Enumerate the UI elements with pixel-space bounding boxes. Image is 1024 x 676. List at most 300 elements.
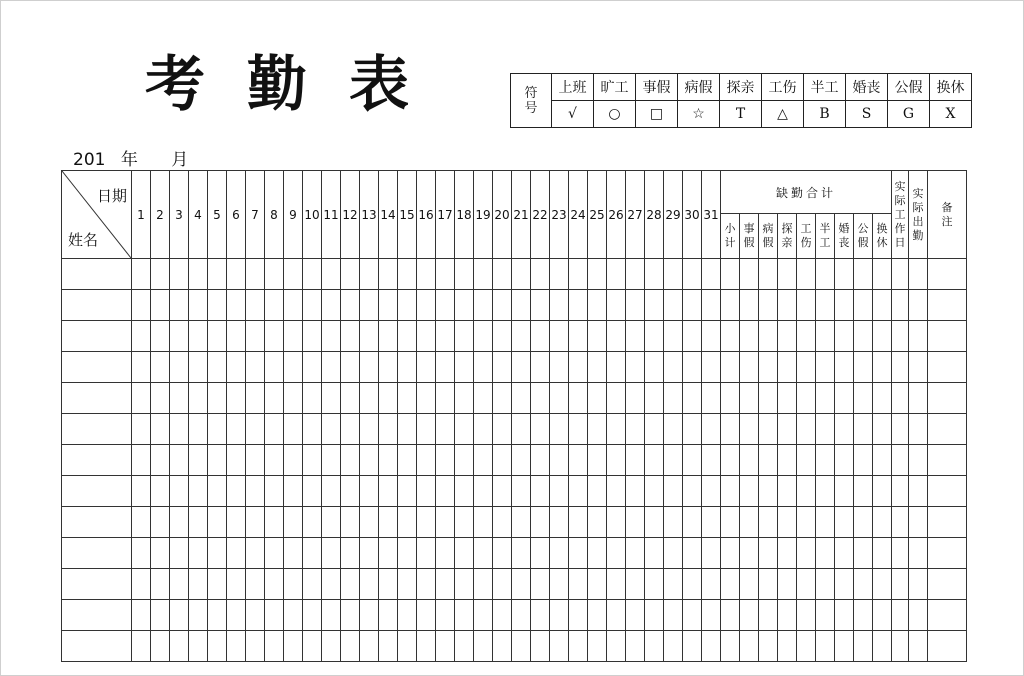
- attendance-cell[interactable]: [341, 445, 360, 476]
- attendance-cell[interactable]: [683, 259, 702, 290]
- attendance-cell[interactable]: [550, 538, 569, 569]
- attendance-cell[interactable]: [569, 538, 588, 569]
- attendance-cell[interactable]: [189, 445, 208, 476]
- attendance-cell[interactable]: [740, 600, 759, 631]
- attendance-cell[interactable]: [588, 259, 607, 290]
- attendance-cell[interactable]: [341, 321, 360, 352]
- attendance-cell[interactable]: [816, 569, 835, 600]
- attendance-cell[interactable]: [512, 414, 531, 445]
- attendance-cell[interactable]: [265, 290, 284, 321]
- attendance-cell[interactable]: [246, 507, 265, 538]
- attendance-cell[interactable]: [645, 259, 664, 290]
- attendance-cell[interactable]: [607, 631, 626, 662]
- attendance-cell[interactable]: [626, 352, 645, 383]
- attendance-cell[interactable]: [588, 321, 607, 352]
- attendance-cell[interactable]: [170, 507, 189, 538]
- attendance-cell[interactable]: [246, 538, 265, 569]
- attendance-cell[interactable]: [360, 290, 379, 321]
- attendance-cell[interactable]: [740, 383, 759, 414]
- attendance-cell[interactable]: [170, 538, 189, 569]
- attendance-cell[interactable]: [455, 476, 474, 507]
- attendance-cell[interactable]: [265, 445, 284, 476]
- attendance-cell[interactable]: [417, 259, 436, 290]
- attendance-cell[interactable]: [588, 569, 607, 600]
- attendance-cell[interactable]: [189, 538, 208, 569]
- attendance-cell[interactable]: [797, 569, 816, 600]
- attendance-cell[interactable]: [740, 538, 759, 569]
- attendance-cell[interactable]: [588, 383, 607, 414]
- attendance-cell[interactable]: [645, 507, 664, 538]
- attendance-cell[interactable]: [189, 631, 208, 662]
- attendance-cell[interactable]: [493, 290, 512, 321]
- attendance-cell[interactable]: [474, 538, 493, 569]
- attendance-cell[interactable]: [227, 569, 246, 600]
- attendance-cell[interactable]: [436, 259, 455, 290]
- attendance-cell[interactable]: [531, 290, 550, 321]
- attendance-cell[interactable]: [550, 321, 569, 352]
- attendance-cell[interactable]: [892, 414, 909, 445]
- attendance-cell[interactable]: [341, 414, 360, 445]
- attendance-cell[interactable]: [170, 414, 189, 445]
- attendance-cell[interactable]: [379, 352, 398, 383]
- attendance-cell[interactable]: [909, 383, 928, 414]
- attendance-cell[interactable]: [892, 538, 909, 569]
- attendance-cell[interactable]: [303, 414, 322, 445]
- attendance-cell[interactable]: [702, 600, 721, 631]
- attendance-cell[interactable]: [759, 383, 778, 414]
- attendance-cell[interactable]: [854, 507, 873, 538]
- attendance-cell[interactable]: [512, 352, 531, 383]
- attendance-cell[interactable]: [702, 445, 721, 476]
- attendance-cell[interactable]: [797, 259, 816, 290]
- attendance-cell[interactable]: [284, 383, 303, 414]
- attendance-cell[interactable]: [797, 631, 816, 662]
- attendance-cell[interactable]: [928, 600, 967, 631]
- attendance-cell[interactable]: [721, 414, 740, 445]
- attendance-cell[interactable]: [873, 414, 892, 445]
- attendance-cell[interactable]: [303, 290, 322, 321]
- attendance-cell[interactable]: [550, 290, 569, 321]
- attendance-cell[interactable]: [683, 538, 702, 569]
- attendance-cell[interactable]: [284, 476, 303, 507]
- attendance-cell[interactable]: [854, 538, 873, 569]
- attendance-cell[interactable]: [227, 445, 246, 476]
- attendance-cell[interactable]: [626, 569, 645, 600]
- attendance-cell[interactable]: [740, 476, 759, 507]
- attendance-cell[interactable]: [398, 259, 417, 290]
- attendance-cell[interactable]: [835, 290, 854, 321]
- attendance-cell[interactable]: [493, 259, 512, 290]
- attendance-cell[interactable]: [645, 476, 664, 507]
- attendance-cell[interactable]: [664, 445, 683, 476]
- attendance-cell[interactable]: [816, 352, 835, 383]
- attendance-cell[interactable]: [607, 259, 626, 290]
- attendance-cell[interactable]: [398, 476, 417, 507]
- attendance-cell[interactable]: [607, 538, 626, 569]
- attendance-cell[interactable]: [322, 476, 341, 507]
- attendance-cell[interactable]: [778, 383, 797, 414]
- attendance-cell[interactable]: [227, 538, 246, 569]
- attendance-cell[interactable]: [322, 259, 341, 290]
- attendance-cell[interactable]: [189, 476, 208, 507]
- attendance-cell[interactable]: [626, 290, 645, 321]
- name-cell[interactable]: [62, 538, 132, 569]
- attendance-cell[interactable]: [265, 538, 284, 569]
- attendance-cell[interactable]: [588, 352, 607, 383]
- attendance-cell[interactable]: [303, 631, 322, 662]
- attendance-cell[interactable]: [892, 290, 909, 321]
- attendance-cell[interactable]: [322, 383, 341, 414]
- attendance-cell[interactable]: [341, 476, 360, 507]
- attendance-cell[interactable]: [816, 259, 835, 290]
- attendance-cell[interactable]: [797, 476, 816, 507]
- attendance-cell[interactable]: [303, 352, 322, 383]
- attendance-cell[interactable]: [626, 414, 645, 445]
- attendance-cell[interactable]: [683, 569, 702, 600]
- attendance-cell[interactable]: [189, 290, 208, 321]
- attendance-cell[interactable]: [588, 538, 607, 569]
- attendance-cell[interactable]: [322, 290, 341, 321]
- attendance-cell[interactable]: [588, 290, 607, 321]
- attendance-cell[interactable]: [797, 414, 816, 445]
- attendance-cell[interactable]: [607, 476, 626, 507]
- attendance-cell[interactable]: [493, 476, 512, 507]
- attendance-cell[interactable]: [303, 569, 322, 600]
- attendance-cell[interactable]: [398, 600, 417, 631]
- attendance-cell[interactable]: [284, 352, 303, 383]
- attendance-cell[interactable]: [417, 600, 436, 631]
- attendance-cell[interactable]: [626, 259, 645, 290]
- attendance-cell[interactable]: [246, 352, 265, 383]
- attendance-cell[interactable]: [474, 383, 493, 414]
- attendance-cell[interactable]: [873, 631, 892, 662]
- attendance-cell[interactable]: [132, 507, 151, 538]
- attendance-cell[interactable]: [436, 569, 455, 600]
- attendance-cell[interactable]: [474, 290, 493, 321]
- attendance-cell[interactable]: [550, 631, 569, 662]
- name-cell[interactable]: [62, 259, 132, 290]
- attendance-cell[interactable]: [360, 569, 379, 600]
- attendance-cell[interactable]: [928, 569, 967, 600]
- attendance-cell[interactable]: [284, 321, 303, 352]
- attendance-cell[interactable]: [265, 600, 284, 631]
- attendance-cell[interactable]: [550, 600, 569, 631]
- attendance-cell[interactable]: [189, 259, 208, 290]
- attendance-cell[interactable]: [873, 352, 892, 383]
- attendance-cell[interactable]: [512, 321, 531, 352]
- attendance-cell[interactable]: [436, 538, 455, 569]
- attendance-cell[interactable]: [208, 538, 227, 569]
- attendance-cell[interactable]: [512, 631, 531, 662]
- attendance-cell[interactable]: [928, 631, 967, 662]
- attendance-cell[interactable]: [170, 600, 189, 631]
- attendance-cell[interactable]: [455, 259, 474, 290]
- attendance-cell[interactable]: [928, 507, 967, 538]
- attendance-cell[interactable]: [550, 507, 569, 538]
- attendance-cell[interactable]: [892, 259, 909, 290]
- attendance-cell[interactable]: [569, 476, 588, 507]
- attendance-cell[interactable]: [189, 569, 208, 600]
- attendance-cell[interactable]: [189, 352, 208, 383]
- attendance-cell[interactable]: [132, 321, 151, 352]
- attendance-cell[interactable]: [512, 445, 531, 476]
- attendance-cell[interactable]: [322, 445, 341, 476]
- attendance-cell[interactable]: [360, 414, 379, 445]
- attendance-cell[interactable]: [208, 259, 227, 290]
- attendance-cell[interactable]: [569, 569, 588, 600]
- attendance-cell[interactable]: [588, 600, 607, 631]
- attendance-cell[interactable]: [151, 445, 170, 476]
- attendance-cell[interactable]: [569, 414, 588, 445]
- attendance-cell[interactable]: [892, 569, 909, 600]
- attendance-cell[interactable]: [474, 507, 493, 538]
- attendance-cell[interactable]: [854, 321, 873, 352]
- attendance-cell[interactable]: [664, 414, 683, 445]
- attendance-cell[interactable]: [208, 352, 227, 383]
- attendance-cell[interactable]: [721, 383, 740, 414]
- attendance-cell[interactable]: [816, 414, 835, 445]
- attendance-cell[interactable]: [379, 445, 398, 476]
- attendance-cell[interactable]: [664, 383, 683, 414]
- name-cell[interactable]: [62, 414, 132, 445]
- attendance-cell[interactable]: [227, 352, 246, 383]
- attendance-cell[interactable]: [778, 290, 797, 321]
- attendance-cell[interactable]: [835, 259, 854, 290]
- attendance-cell[interactable]: [892, 352, 909, 383]
- attendance-cell[interactable]: [664, 352, 683, 383]
- attendance-cell[interactable]: [531, 631, 550, 662]
- attendance-cell[interactable]: [531, 414, 550, 445]
- attendance-cell[interactable]: [550, 259, 569, 290]
- attendance-cell[interactable]: [208, 290, 227, 321]
- attendance-cell[interactable]: [417, 569, 436, 600]
- attendance-cell[interactable]: [379, 476, 398, 507]
- attendance-cell[interactable]: [550, 476, 569, 507]
- attendance-cell[interactable]: [360, 476, 379, 507]
- attendance-cell[interactable]: [721, 445, 740, 476]
- attendance-cell[interactable]: [909, 631, 928, 662]
- attendance-cell[interactable]: [835, 538, 854, 569]
- attendance-cell[interactable]: [265, 352, 284, 383]
- attendance-cell[interactable]: [607, 290, 626, 321]
- attendance-cell[interactable]: [398, 631, 417, 662]
- attendance-cell[interactable]: [588, 476, 607, 507]
- attendance-cell[interactable]: [246, 259, 265, 290]
- attendance-cell[interactable]: [909, 569, 928, 600]
- attendance-cell[interactable]: [436, 352, 455, 383]
- attendance-cell[interactable]: [436, 321, 455, 352]
- attendance-cell[interactable]: [759, 259, 778, 290]
- attendance-cell[interactable]: [531, 476, 550, 507]
- attendance-cell[interactable]: [683, 383, 702, 414]
- attendance-cell[interactable]: [550, 569, 569, 600]
- attendance-cell[interactable]: [626, 600, 645, 631]
- attendance-cell[interactable]: [417, 445, 436, 476]
- attendance-cell[interactable]: [512, 290, 531, 321]
- attendance-cell[interactable]: [550, 352, 569, 383]
- attendance-cell[interactable]: [835, 352, 854, 383]
- attendance-cell[interactable]: [759, 290, 778, 321]
- attendance-cell[interactable]: [151, 600, 170, 631]
- attendance-cell[interactable]: [683, 476, 702, 507]
- attendance-cell[interactable]: [569, 259, 588, 290]
- attendance-cell[interactable]: [493, 631, 512, 662]
- attendance-cell[interactable]: [854, 600, 873, 631]
- attendance-cell[interactable]: [132, 631, 151, 662]
- attendance-cell[interactable]: [531, 569, 550, 600]
- attendance-cell[interactable]: [683, 631, 702, 662]
- attendance-cell[interactable]: [398, 414, 417, 445]
- attendance-cell[interactable]: [284, 538, 303, 569]
- attendance-cell[interactable]: [607, 383, 626, 414]
- attendance-cell[interactable]: [151, 414, 170, 445]
- attendance-cell[interactable]: [835, 321, 854, 352]
- attendance-cell[interactable]: [151, 507, 170, 538]
- attendance-cell[interactable]: [246, 600, 265, 631]
- attendance-cell[interactable]: [740, 290, 759, 321]
- attendance-cell[interactable]: [341, 631, 360, 662]
- attendance-cell[interactable]: [474, 476, 493, 507]
- attendance-cell[interactable]: [664, 631, 683, 662]
- attendance-cell[interactable]: [740, 259, 759, 290]
- attendance-cell[interactable]: [702, 290, 721, 321]
- attendance-cell[interactable]: [379, 631, 398, 662]
- attendance-cell[interactable]: [436, 631, 455, 662]
- attendance-cell[interactable]: [569, 600, 588, 631]
- attendance-cell[interactable]: [360, 321, 379, 352]
- attendance-cell[interactable]: [702, 259, 721, 290]
- attendance-cell[interactable]: [873, 290, 892, 321]
- attendance-cell[interactable]: [816, 600, 835, 631]
- attendance-cell[interactable]: [854, 445, 873, 476]
- attendance-cell[interactable]: [892, 631, 909, 662]
- attendance-cell[interactable]: [322, 538, 341, 569]
- name-cell[interactable]: [62, 383, 132, 414]
- attendance-cell[interactable]: [474, 600, 493, 631]
- attendance-cell[interactable]: [455, 352, 474, 383]
- attendance-cell[interactable]: [322, 600, 341, 631]
- attendance-cell[interactable]: [417, 538, 436, 569]
- attendance-cell[interactable]: [493, 321, 512, 352]
- name-cell[interactable]: [62, 352, 132, 383]
- attendance-cell[interactable]: [170, 352, 189, 383]
- attendance-cell[interactable]: [721, 321, 740, 352]
- attendance-cell[interactable]: [740, 352, 759, 383]
- attendance-cell[interactable]: [417, 414, 436, 445]
- attendance-cell[interactable]: [645, 569, 664, 600]
- attendance-cell[interactable]: [778, 631, 797, 662]
- attendance-cell[interactable]: [778, 259, 797, 290]
- attendance-cell[interactable]: [303, 383, 322, 414]
- attendance-cell[interactable]: [759, 414, 778, 445]
- attendance-cell[interactable]: [909, 414, 928, 445]
- attendance-cell[interactable]: [626, 476, 645, 507]
- attendance-cell[interactable]: [531, 321, 550, 352]
- attendance-cell[interactable]: [778, 321, 797, 352]
- name-cell[interactable]: [62, 476, 132, 507]
- attendance-cell[interactable]: [360, 507, 379, 538]
- attendance-cell[interactable]: [531, 538, 550, 569]
- attendance-cell[interactable]: [170, 290, 189, 321]
- attendance-cell[interactable]: [626, 445, 645, 476]
- attendance-cell[interactable]: [246, 321, 265, 352]
- name-cell[interactable]: [62, 569, 132, 600]
- attendance-cell[interactable]: [341, 352, 360, 383]
- attendance-cell[interactable]: [379, 538, 398, 569]
- attendance-cell[interactable]: [284, 290, 303, 321]
- attendance-cell[interactable]: [721, 631, 740, 662]
- attendance-cell[interactable]: [816, 507, 835, 538]
- attendance-cell[interactable]: [664, 569, 683, 600]
- attendance-cell[interactable]: [909, 321, 928, 352]
- attendance-cell[interactable]: [436, 383, 455, 414]
- attendance-cell[interactable]: [683, 352, 702, 383]
- attendance-cell[interactable]: [227, 600, 246, 631]
- attendance-cell[interactable]: [569, 383, 588, 414]
- attendance-cell[interactable]: [132, 383, 151, 414]
- attendance-cell[interactable]: [284, 569, 303, 600]
- attendance-cell[interactable]: [417, 476, 436, 507]
- attendance-cell[interactable]: [265, 383, 284, 414]
- attendance-cell[interactable]: [569, 321, 588, 352]
- attendance-cell[interactable]: [417, 383, 436, 414]
- attendance-cell[interactable]: [265, 414, 284, 445]
- attendance-cell[interactable]: [683, 290, 702, 321]
- attendance-cell[interactable]: [721, 476, 740, 507]
- attendance-cell[interactable]: [132, 290, 151, 321]
- attendance-cell[interactable]: [702, 383, 721, 414]
- attendance-cell[interactable]: [607, 600, 626, 631]
- attendance-cell[interactable]: [664, 507, 683, 538]
- attendance-cell[interactable]: [928, 259, 967, 290]
- attendance-cell[interactable]: [170, 259, 189, 290]
- attendance-cell[interactable]: [284, 507, 303, 538]
- attendance-cell[interactable]: [607, 569, 626, 600]
- attendance-cell[interactable]: [474, 259, 493, 290]
- attendance-cell[interactable]: [854, 631, 873, 662]
- attendance-cell[interactable]: [379, 383, 398, 414]
- attendance-cell[interactable]: [626, 631, 645, 662]
- attendance-cell[interactable]: [645, 600, 664, 631]
- attendance-cell[interactable]: [721, 259, 740, 290]
- attendance-cell[interactable]: [835, 600, 854, 631]
- attendance-cell[interactable]: [512, 507, 531, 538]
- attendance-cell[interactable]: [227, 476, 246, 507]
- name-cell[interactable]: [62, 290, 132, 321]
- attendance-cell[interactable]: [683, 600, 702, 631]
- attendance-cell[interactable]: [170, 383, 189, 414]
- attendance-cell[interactable]: [664, 600, 683, 631]
- attendance-cell[interactable]: [474, 631, 493, 662]
- attendance-cell[interactable]: [341, 538, 360, 569]
- attendance-cell[interactable]: [208, 507, 227, 538]
- attendance-cell[interactable]: [892, 321, 909, 352]
- attendance-cell[interactable]: [246, 383, 265, 414]
- attendance-cell[interactable]: [550, 445, 569, 476]
- attendance-cell[interactable]: [873, 476, 892, 507]
- attendance-cell[interactable]: [265, 631, 284, 662]
- attendance-cell[interactable]: [227, 290, 246, 321]
- name-cell[interactable]: [62, 321, 132, 352]
- attendance-cell[interactable]: [909, 352, 928, 383]
- attendance-cell[interactable]: [909, 445, 928, 476]
- attendance-cell[interactable]: [189, 507, 208, 538]
- attendance-cell[interactable]: [909, 290, 928, 321]
- attendance-cell[interactable]: [588, 507, 607, 538]
- attendance-cell[interactable]: [151, 476, 170, 507]
- attendance-cell[interactable]: [360, 352, 379, 383]
- attendance-cell[interactable]: [909, 476, 928, 507]
